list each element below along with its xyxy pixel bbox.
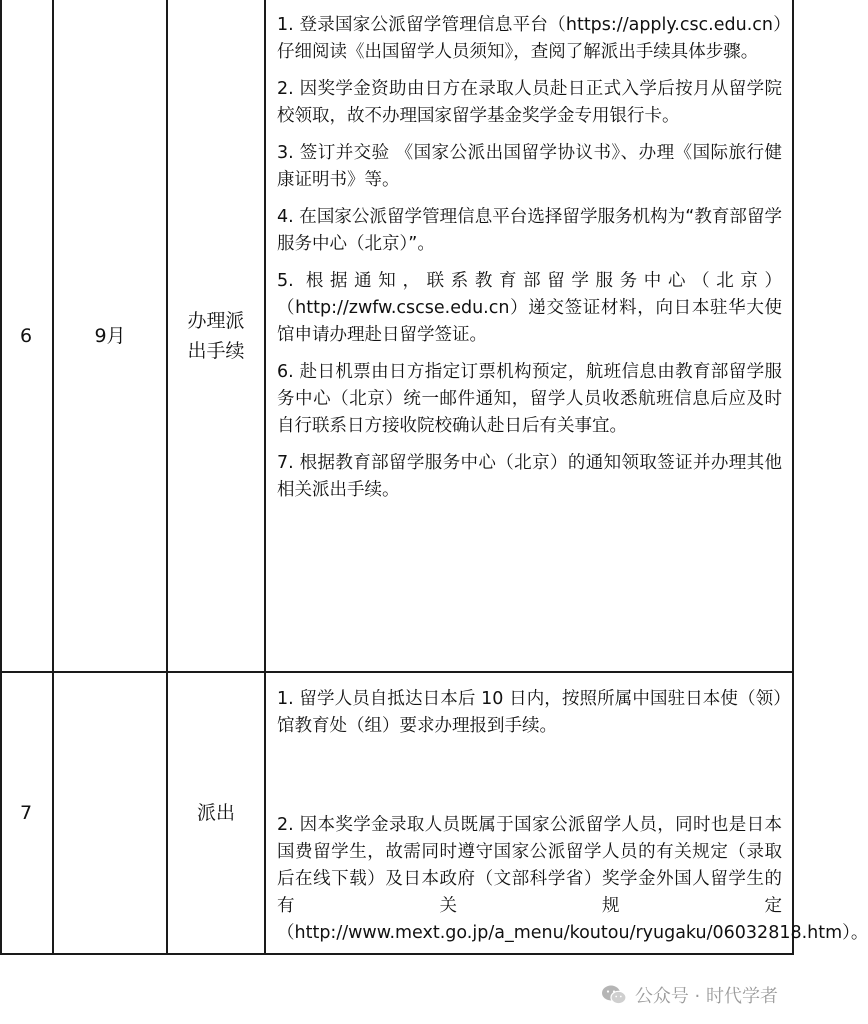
wechat-icon <box>601 984 627 1006</box>
watermark-text: 公众号 · 时代学者 <box>634 986 778 1007</box>
item-text <box>197 798 235 828</box>
step-text: 4. 在国家公派留学管理信息平台选择留学服务机构为“教育部留学服务中心（北京）”。 <box>277 207 782 254</box>
row-number-cell <box>0 672 52 954</box>
step-text: 6. 赴日机票由日方指定订票机构预定，航班信息由教育部留学服务中心（北京）统一邮件通知，留学人员收悉航班信息后应及时自行联系日方接收院校确认赴日后有关事宜。 <box>277 362 782 436</box>
time-cell <box>53 672 167 954</box>
content-cell <box>265 0 794 672</box>
item-line: 办理派 <box>187 310 245 332</box>
step-text: 1. 留学人员自抵达日本后 10 日内，按照所属中国驻日本使（领）馆教育处（组）要求办理报到手续。 <box>277 689 782 736</box>
item-line: 出手续 <box>187 340 245 362</box>
step-text: 7. 根据教育部留学服务中心（北京）的通知领取签证并办理其他相关派出手续。 <box>277 453 782 500</box>
time-text: 9月 <box>94 325 126 347</box>
step-text: 2. 因本奖学金录取人员既属于国家公派留学人员，同时也是日本国费留学生，故需同时遵守国家公派留学人员的有关规定（录取后在线下载）及日本政府（文部科学省）奖学金外国人留学生的有关规定（http://www.mext.go.jp/a_menu/koutou/ryugaku/06032818.htm）。 <box>277 815 868 943</box>
item-cell <box>168 0 264 672</box>
item-text <box>187 306 244 366</box>
content-cell <box>265 672 868 954</box>
item-cell <box>168 672 264 954</box>
row-number: 6 <box>19 325 33 347</box>
step-text: 1. 登录国家公派留学管理信息平台（https://apply.csc.edu.cn）仔细阅读《出国留学人员须知》，查阅了解派出手续具体步骤。 <box>277 15 782 62</box>
step-text: 2. 因奖学金资助由日方在录取人员赴日正式入学后按月从留学院校领取，故不办理国家留学基金奖学金专用银行卡。 <box>277 79 782 126</box>
table-row <box>0 672 868 954</box>
item-line: 派出 <box>196 802 235 824</box>
row-number-cell <box>0 0 52 672</box>
row-number: 7 <box>19 802 33 824</box>
table-bottom-border <box>0 953 794 955</box>
step-text: 3. 签订并交验 《国家公派出国留学协议书》、办理《国际旅行健康证明书》等。 <box>277 143 782 190</box>
step-text: 5. 根据通知，联系教育部留学服务中心（北京）（http://zwfw.cscse.edu.cn）递交签证材料，向日本驻华大使馆申请办理赴日留学签证。 <box>277 271 782 345</box>
time-cell <box>53 0 167 672</box>
watermark <box>601 980 778 1010</box>
